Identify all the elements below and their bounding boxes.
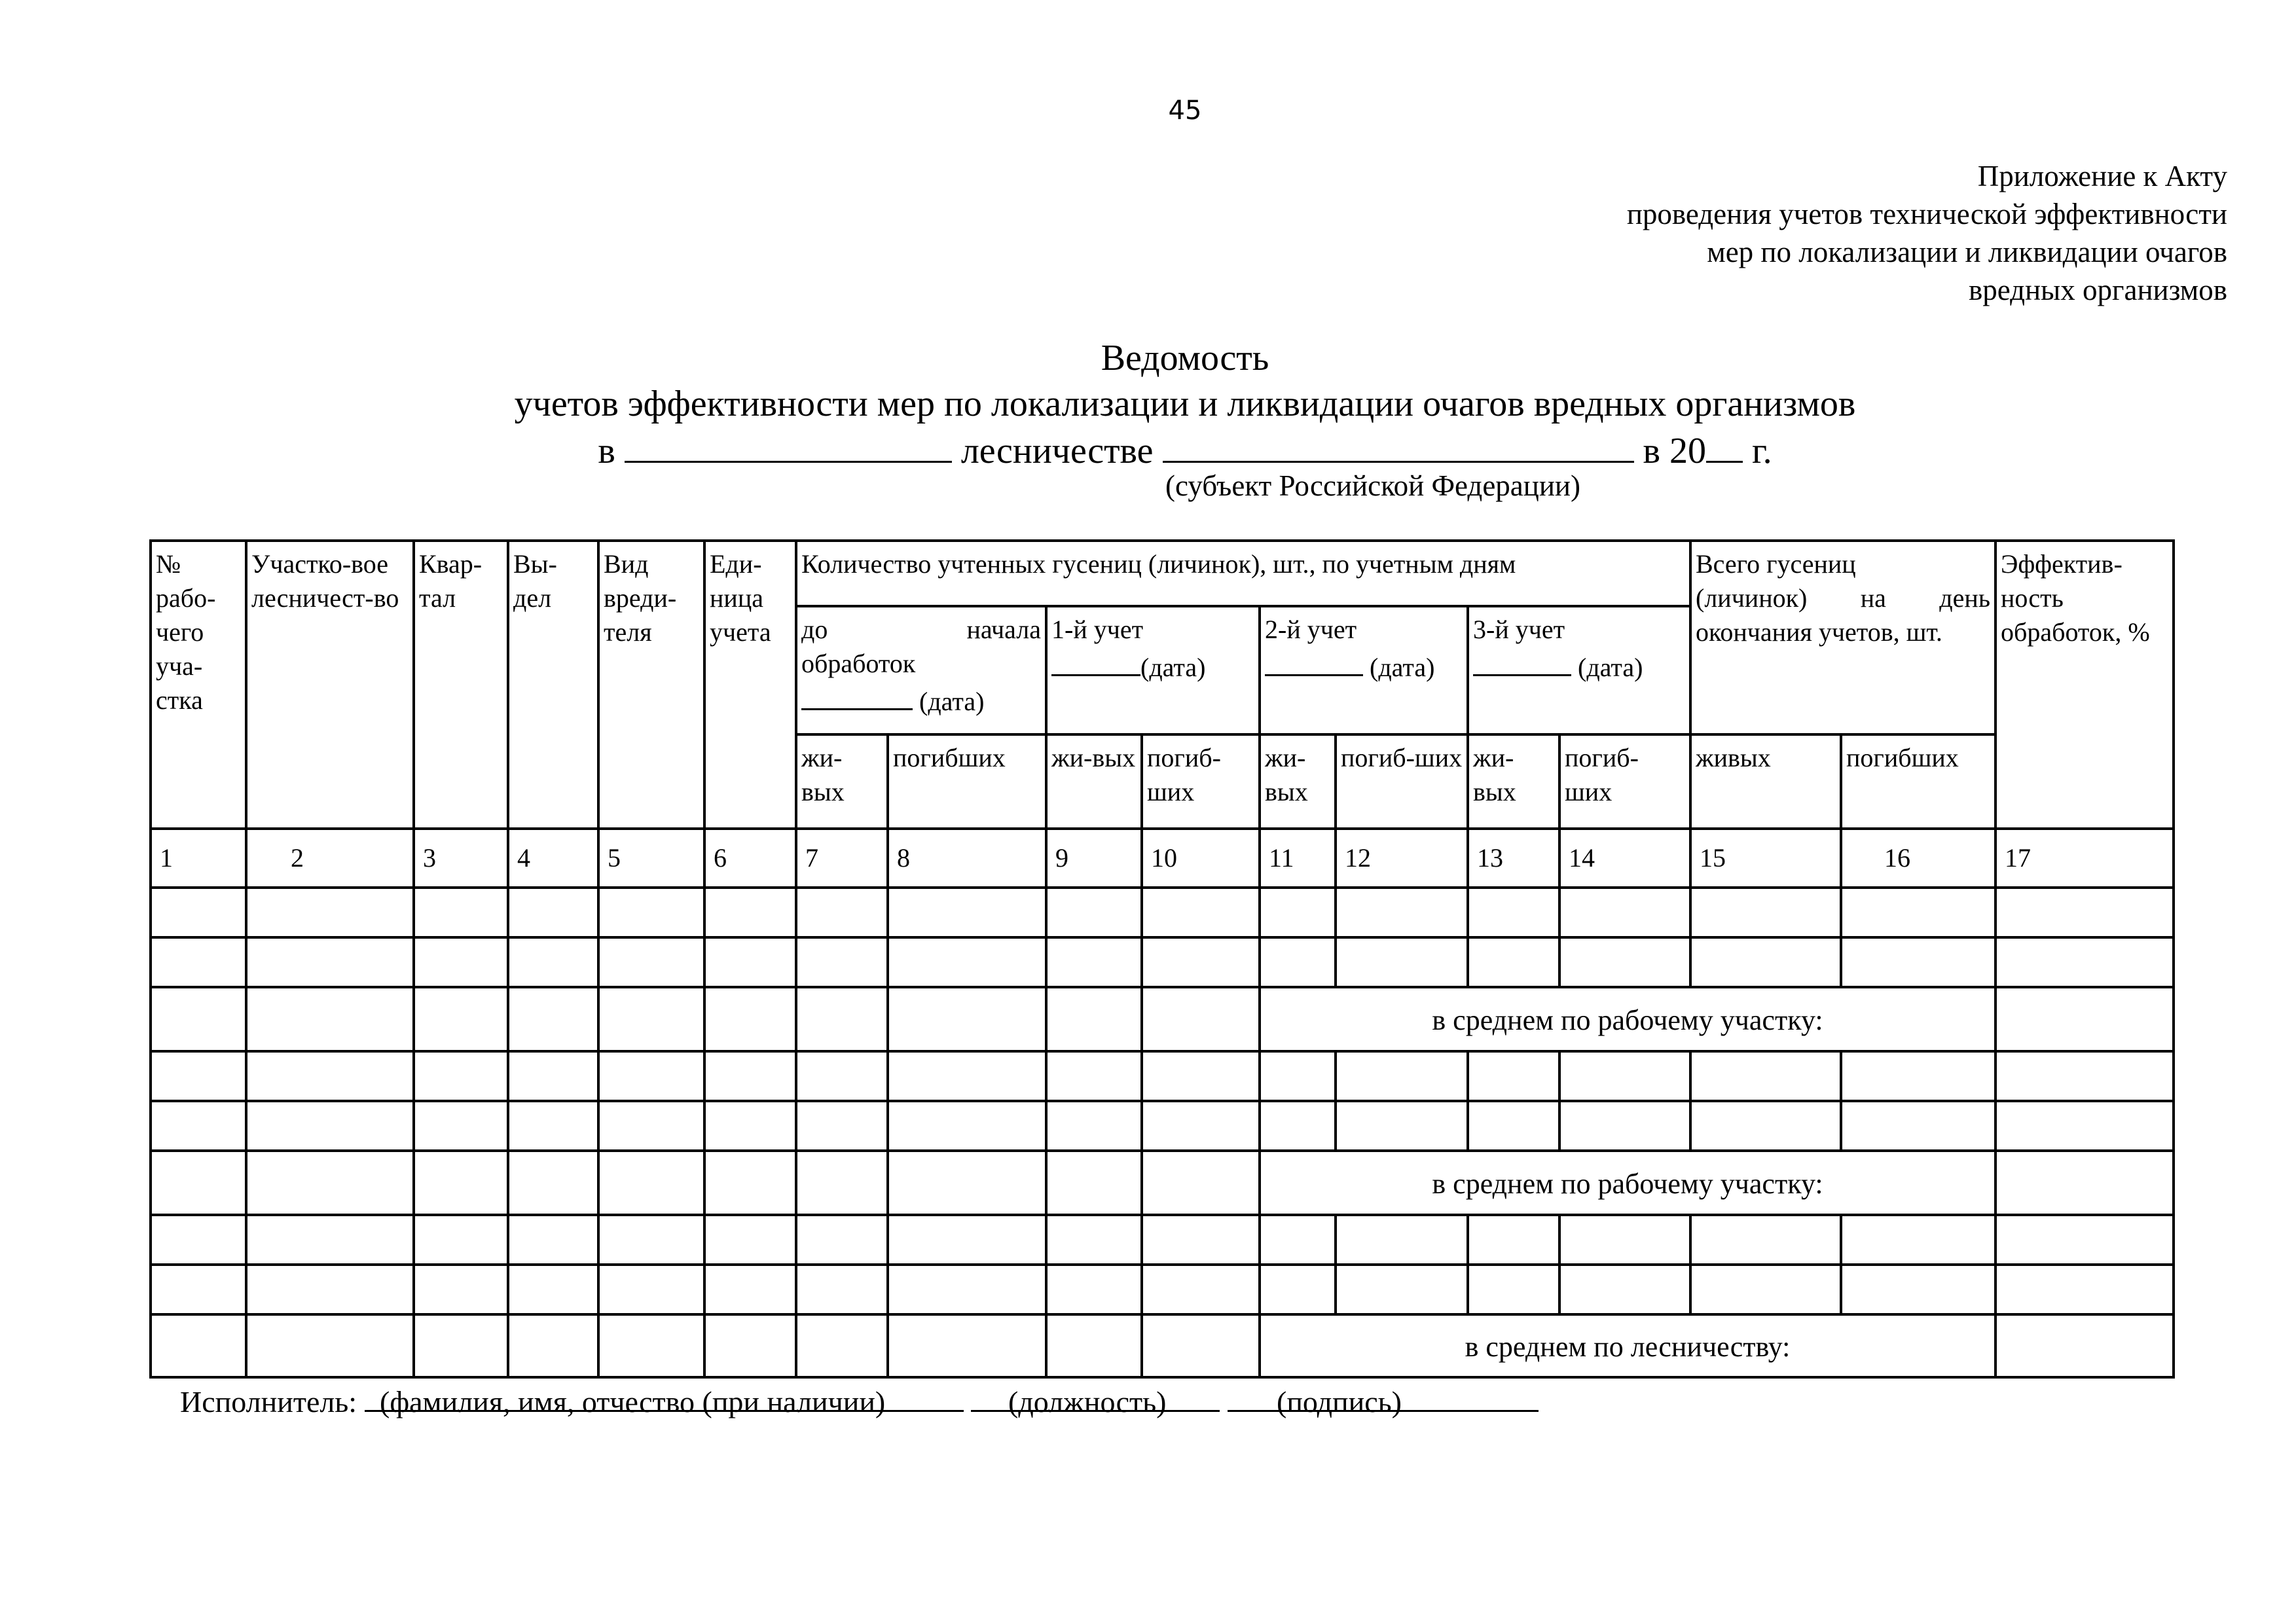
header-count-date xyxy=(1473,647,1685,685)
data-cell[interactable] xyxy=(1690,1101,1841,1151)
column-number: 5 xyxy=(598,829,704,888)
data-cell[interactable] xyxy=(508,937,598,987)
header-count-1 xyxy=(1046,606,1260,734)
data-cell[interactable] xyxy=(151,1314,246,1377)
data-cell[interactable] xyxy=(1142,888,1260,937)
date-label: (дата) xyxy=(1140,653,1206,682)
appendix-line: проведения учетов технической эффективности xyxy=(1626,198,2227,230)
title-year-suffix: г. xyxy=(1751,431,1772,471)
date-blank xyxy=(1473,647,1571,676)
forestry-name-blank xyxy=(625,427,952,463)
data-cell[interactable] xyxy=(1690,888,1841,937)
column-number: 11 xyxy=(1260,829,1336,888)
header-count-label: 2-й учет xyxy=(1265,615,1357,644)
data-cell[interactable] xyxy=(704,1265,796,1314)
position-caption: (должность) xyxy=(1008,1385,1167,1418)
header-dead: погиб-ших xyxy=(1142,734,1260,829)
header-count-2 xyxy=(1260,606,1468,734)
data-cell[interactable] xyxy=(246,888,414,937)
data-cell[interactable] xyxy=(1046,937,1142,987)
column-number: 13 xyxy=(1468,829,1559,888)
header-forestry: Участко-вое лесничест-во xyxy=(246,541,414,829)
header-dead: погибших xyxy=(888,734,1046,829)
data-cell[interactable] xyxy=(796,1101,888,1151)
data-cell[interactable] xyxy=(704,937,796,987)
data-cell[interactable] xyxy=(888,1215,1046,1265)
subject-name-blank xyxy=(1163,427,1634,463)
data-cell[interactable] xyxy=(1142,987,1260,1051)
data-cell[interactable] xyxy=(1995,1314,2174,1377)
average-by-plot-label: в среднем по рабочему участку: xyxy=(1260,1151,1995,1215)
title-line-2: учетов эффективности мер по локализации и ликвидации очагов вредных организмов xyxy=(514,384,1856,424)
data-cell[interactable] xyxy=(246,987,414,1051)
data-cell[interactable] xyxy=(1841,1215,1995,1265)
average-by-forestry-label: в среднем по лесничеству: xyxy=(1260,1314,1995,1377)
data-cell[interactable] xyxy=(1995,1265,2174,1314)
header-count-label: 1-й учет xyxy=(1051,615,1144,644)
data-cell[interactable] xyxy=(796,888,888,937)
header-dead: погиб-ших xyxy=(1336,734,1468,829)
data-cell[interactable] xyxy=(1336,1101,1468,1151)
data-cell[interactable] xyxy=(1841,1101,1995,1151)
data-cell[interactable] xyxy=(888,1151,1046,1215)
data-cell[interactable] xyxy=(151,888,246,937)
data-cell[interactable] xyxy=(1142,1151,1260,1215)
date-label: (дата) xyxy=(1370,653,1435,682)
data-cell[interactable] xyxy=(598,1151,704,1215)
appendix-note xyxy=(1627,157,2227,309)
data-cell[interactable] xyxy=(888,888,1046,937)
data-cell[interactable] xyxy=(1559,888,1690,937)
data-cell[interactable] xyxy=(598,888,704,937)
title-year-prefix: в 20 xyxy=(1643,431,1706,471)
data-cell[interactable] xyxy=(796,987,888,1051)
data-cell[interactable] xyxy=(1559,937,1690,987)
average-by-plot-label: в среднем по рабочему участку: xyxy=(1260,987,1995,1051)
data-cell[interactable] xyxy=(414,1265,508,1314)
data-cell[interactable] xyxy=(1559,1215,1690,1265)
data-cell[interactable] xyxy=(1468,888,1559,937)
header-dead-total: погибших xyxy=(1841,734,1995,829)
date-blank xyxy=(1265,647,1363,676)
column-number: 16 xyxy=(1841,829,1995,888)
data-cell[interactable] xyxy=(151,1265,246,1314)
header-counted-caterpillars: Количество учтенных гусениц (личинок), шт., по учетным дням xyxy=(796,541,1690,606)
data-cell[interactable] xyxy=(508,1101,598,1151)
data-cell[interactable] xyxy=(246,1051,414,1101)
subject-caption: (субъект Российской Федерации) xyxy=(1165,469,1580,502)
table-row xyxy=(151,1265,2174,1314)
header-total-line: (личинок) на день xyxy=(1696,583,1990,613)
data-cell[interactable] xyxy=(704,1151,796,1215)
data-cell[interactable] xyxy=(1260,1265,1336,1314)
data-cell[interactable] xyxy=(1046,1101,1142,1151)
column-number: 10 xyxy=(1142,829,1260,888)
data-cell[interactable] xyxy=(1468,1265,1559,1314)
data-cell[interactable] xyxy=(1995,937,2174,987)
table-row xyxy=(151,937,2174,987)
header-count-date xyxy=(1051,647,1254,685)
data-cell[interactable] xyxy=(1468,937,1559,987)
header-alive: жи-вых xyxy=(1046,734,1142,829)
data-cell[interactable] xyxy=(598,937,704,987)
data-cell[interactable] xyxy=(414,1215,508,1265)
column-number: 6 xyxy=(704,829,796,888)
data-cell[interactable] xyxy=(1260,1051,1336,1101)
data-cell[interactable] xyxy=(151,1051,246,1101)
data-cell[interactable] xyxy=(508,1051,598,1101)
date-blank xyxy=(801,681,913,710)
data-cell[interactable] xyxy=(796,1051,888,1101)
data-cell[interactable] xyxy=(246,1101,414,1151)
table-row-average xyxy=(151,1314,2174,1377)
data-cell[interactable] xyxy=(151,1151,246,1215)
data-cell[interactable] xyxy=(508,1314,598,1377)
data-cell[interactable] xyxy=(1260,937,1336,987)
data-cell[interactable] xyxy=(414,1314,508,1377)
data-cell[interactable] xyxy=(1142,1101,1260,1151)
data-cell[interactable] xyxy=(796,1265,888,1314)
header-count-date xyxy=(1265,647,1463,685)
title-line-1: Ведомость xyxy=(1101,338,1269,378)
data-cell[interactable] xyxy=(1260,1101,1336,1151)
date-label: (дата) xyxy=(919,687,985,716)
column-number: 7 xyxy=(796,829,888,888)
signature-caption: (подпись) xyxy=(1277,1385,1402,1418)
data-cell[interactable] xyxy=(1046,987,1142,1051)
table-row-average xyxy=(151,1151,2174,1215)
data-cell[interactable] xyxy=(246,1314,414,1377)
header-before-line: до начала xyxy=(801,615,1041,644)
data-cell[interactable] xyxy=(1841,937,1995,987)
data-cell[interactable] xyxy=(1995,1051,2174,1101)
table-row-average xyxy=(151,987,2174,1051)
data-cell[interactable] xyxy=(598,1215,704,1265)
header-pest-species: Вид вреди-теля xyxy=(598,541,704,829)
data-cell[interactable] xyxy=(704,987,796,1051)
data-cell[interactable] xyxy=(1841,888,1995,937)
table-row xyxy=(151,1051,2174,1101)
data-cell[interactable] xyxy=(414,1151,508,1215)
data-cell[interactable] xyxy=(151,1101,246,1151)
data-cell[interactable] xyxy=(508,1215,598,1265)
data-cell[interactable] xyxy=(598,1314,704,1377)
data-cell[interactable] xyxy=(246,1215,414,1265)
data-cell[interactable] xyxy=(414,1051,508,1101)
data-cell[interactable] xyxy=(1841,1265,1995,1314)
header-total-line: Всего гусениц xyxy=(1696,549,1856,579)
data-cell[interactable] xyxy=(1046,1265,1142,1314)
data-cell[interactable] xyxy=(1690,1265,1841,1314)
data-cell[interactable] xyxy=(888,937,1046,987)
data-cell[interactable] xyxy=(1690,937,1841,987)
data-cell[interactable] xyxy=(704,1314,796,1377)
data-cell[interactable] xyxy=(1995,888,2174,937)
data-cell[interactable] xyxy=(246,1265,414,1314)
data-cell[interactable] xyxy=(1559,1051,1690,1101)
title-line-3 xyxy=(282,427,2088,474)
data-cell[interactable] xyxy=(1690,1051,1841,1101)
header-dead: погиб-ших xyxy=(1559,734,1690,829)
header-plot-number: № рабо-чего уча-стка xyxy=(151,541,246,829)
column-number: 15 xyxy=(1690,829,1841,888)
data-cell[interactable] xyxy=(1336,1265,1468,1314)
data-cell[interactable] xyxy=(888,1101,1046,1151)
header-alive: жи-вых xyxy=(1260,734,1336,829)
header-before-line: обработок xyxy=(801,649,916,678)
data-cell[interactable] xyxy=(414,1101,508,1151)
data-cell[interactable] xyxy=(1046,1151,1142,1215)
data-cell[interactable] xyxy=(1046,1051,1142,1101)
column-number: 12 xyxy=(1336,829,1468,888)
header-total-caterpillars xyxy=(1690,541,1995,734)
header-alive: жи-вых xyxy=(796,734,888,829)
data-cell[interactable] xyxy=(1142,1215,1260,1265)
data-cell[interactable] xyxy=(1559,1101,1690,1151)
data-cell[interactable] xyxy=(796,1314,888,1377)
data-cell[interactable] xyxy=(1046,888,1142,937)
date-blank xyxy=(1051,647,1140,676)
data-cell[interactable] xyxy=(508,987,598,1051)
data-cell[interactable] xyxy=(1995,1101,2174,1151)
data-cell[interactable] xyxy=(246,937,414,987)
header-total-line: окончания учетов, шт. xyxy=(1696,617,1942,647)
header-count-3 xyxy=(1468,606,1690,734)
efficiency-table xyxy=(149,539,2175,1379)
data-cell[interactable] xyxy=(414,937,508,987)
document-title xyxy=(282,335,2088,474)
header-alive-total: живых xyxy=(1690,734,1841,829)
header-quarter: Квар-тал xyxy=(414,541,508,829)
header-before-treatment xyxy=(796,606,1046,734)
data-cell[interactable] xyxy=(1260,1215,1336,1265)
header-count-unit: Еди-ница учета xyxy=(704,541,796,829)
data-cell[interactable] xyxy=(704,1101,796,1151)
data-cell[interactable] xyxy=(414,987,508,1051)
data-cell[interactable] xyxy=(1336,1051,1468,1101)
executor-label: Исполнитель: xyxy=(180,1385,357,1418)
data-cell[interactable] xyxy=(1841,1051,1995,1101)
data-cell[interactable] xyxy=(1468,1051,1559,1101)
data-cell[interactable] xyxy=(598,1265,704,1314)
data-cell[interactable] xyxy=(1336,937,1468,987)
data-cell[interactable] xyxy=(598,1101,704,1151)
data-cell[interactable] xyxy=(1336,888,1468,937)
header-before-line xyxy=(801,681,1041,719)
year-blank xyxy=(1706,427,1743,463)
page-number: 45 xyxy=(1168,96,1202,126)
column-number: 9 xyxy=(1046,829,1142,888)
data-cell[interactable] xyxy=(246,1151,414,1215)
header-efficiency: Эффектив-ность обработок, % xyxy=(1995,541,2174,829)
title-prefix-v: в xyxy=(598,431,615,471)
title-forestry-word: лесничестве xyxy=(960,431,1154,471)
date-label: (дата) xyxy=(1578,653,1643,682)
column-number: 14 xyxy=(1559,829,1690,888)
data-cell[interactable] xyxy=(151,1215,246,1265)
data-cell[interactable] xyxy=(1336,1215,1468,1265)
data-cell[interactable] xyxy=(1468,1215,1559,1265)
column-number-row xyxy=(151,829,2174,888)
data-cell[interactable] xyxy=(151,987,246,1051)
column-number: 3 xyxy=(414,829,508,888)
data-cell[interactable] xyxy=(1690,1215,1841,1265)
data-cell[interactable] xyxy=(1142,1265,1260,1314)
table-row xyxy=(151,888,2174,937)
data-cell[interactable] xyxy=(1046,1314,1142,1377)
data-cell[interactable] xyxy=(888,987,1046,1051)
data-cell[interactable] xyxy=(1468,1101,1559,1151)
header-allotment: Вы-дел xyxy=(508,541,598,829)
column-number: 17 xyxy=(1995,829,2174,888)
appendix-line: вредных организмов xyxy=(1968,274,2227,306)
data-cell[interactable] xyxy=(1995,1151,2174,1215)
data-cell[interactable] xyxy=(1995,987,2174,1051)
table-row xyxy=(151,1101,2174,1151)
data-cell[interactable] xyxy=(598,987,704,1051)
column-number: 4 xyxy=(508,829,598,888)
data-cell[interactable] xyxy=(704,888,796,937)
header-count-label: 3-й учет xyxy=(1473,615,1565,644)
data-cell[interactable] xyxy=(796,1151,888,1215)
data-cell[interactable] xyxy=(1559,1265,1690,1314)
data-cell[interactable] xyxy=(508,1151,598,1215)
data-cell[interactable] xyxy=(1142,937,1260,987)
name-caption: (фамилия, имя, отчество (при наличии) xyxy=(380,1385,886,1418)
data-cell[interactable] xyxy=(888,1314,1046,1377)
data-cell[interactable] xyxy=(796,1215,888,1265)
table-row xyxy=(151,1215,2174,1265)
data-cell[interactable] xyxy=(796,937,888,987)
data-cell[interactable] xyxy=(598,1051,704,1101)
data-cell[interactable] xyxy=(508,1265,598,1314)
data-cell[interactable] xyxy=(1260,888,1336,937)
data-cell[interactable] xyxy=(1142,1051,1260,1101)
data-cell[interactable] xyxy=(1046,1215,1142,1265)
header-alive: жи-вых xyxy=(1468,734,1559,829)
data-cell[interactable] xyxy=(888,1265,1046,1314)
column-number: 1 xyxy=(151,829,246,888)
data-cell[interactable] xyxy=(1142,1314,1260,1377)
data-cell[interactable] xyxy=(704,1051,796,1101)
data-cell[interactable] xyxy=(704,1215,796,1265)
column-number: 8 xyxy=(888,829,1046,888)
data-cell[interactable] xyxy=(1995,1215,2174,1265)
appendix-line: мер по локализации и ликвидации очагов xyxy=(1707,236,2227,268)
data-cell[interactable] xyxy=(151,937,246,987)
data-cell[interactable] xyxy=(888,1051,1046,1101)
column-number: 2 xyxy=(246,829,414,888)
appendix-line: Приложение к Акту xyxy=(1977,160,2227,192)
data-cell[interactable] xyxy=(508,888,598,937)
data-cell[interactable] xyxy=(414,888,508,937)
